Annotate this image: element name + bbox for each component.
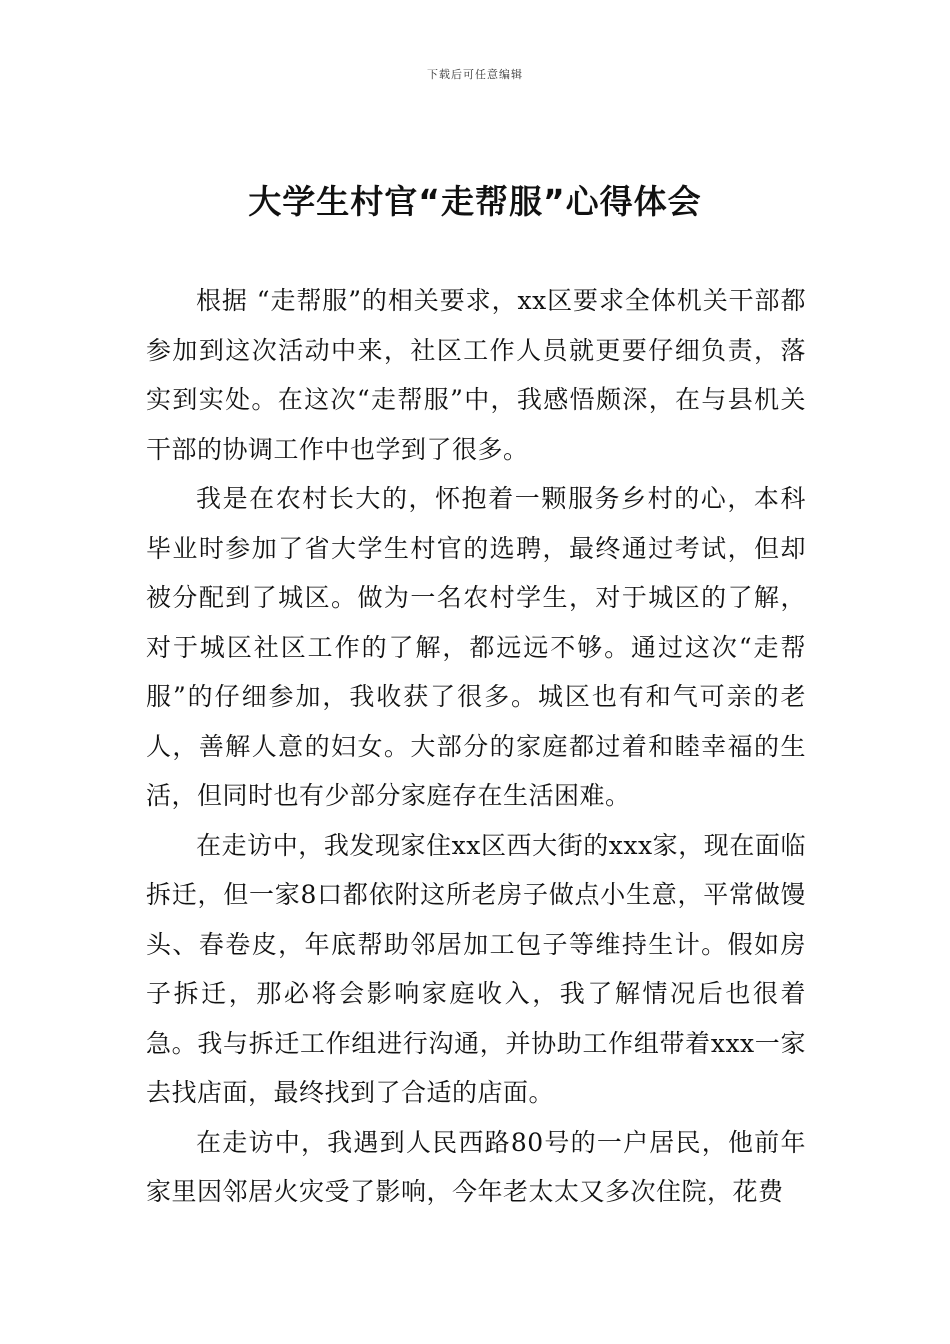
paragraph-1: 根据 “走帮服”的相关要求，xx区要求全体机关干部都参加到这次活动中来，社区工作人员就更要仔细负责，落实到实处。在这次“走帮服”中，我感悟颇深，在与县机关干部的协调工作中也学到了很多。 bbox=[146, 286, 806, 464]
paragraph-3: 在走访中，我发现家住xx区西大街的xxx家，现在面临拆迁，但一家8口都依附这所老房子做点小生意，平常做馒头、春卷皮，年底帮助邻居加工包子等维持生计。假如房子拆迁，那必将会影响家庭收入，我了解情况后也很着急。我与拆迁工作组进行沟通，并协助工作组带着xxx一家去找店面，最终找到了合适的店面。 bbox=[146, 830, 806, 1107]
document-body bbox=[146, 276, 806, 1217]
paragraph-2: 我是在农村长大的，怀抱着一颗服务乡村的心，本科毕业时参加了省大学生村官的选聘，最终通过考试，但却被分配到了城区。做为一名农村学生，对于城区的了解，对于城区社区工作的了解，都远远不够。通过这次“走帮服”的仔细参加，我收获了很多。城区也有和气可亲的老人，善解人意的妇女。大部分的家庭都过着和睦幸福的生活，但同时也有少部分家庭存在生活困难。 bbox=[146, 484, 806, 810]
page-header-note: 下载后可任意编辑 bbox=[427, 68, 523, 81]
paragraph-4: 在走访中，我遇到人民西路80号的一户居民，他前年家里因邻居火灾受了影响，今年老太太又多次住院，花费 bbox=[146, 1127, 806, 1206]
document-title: 大学生村官“走帮服”心得体会 bbox=[248, 182, 702, 221]
